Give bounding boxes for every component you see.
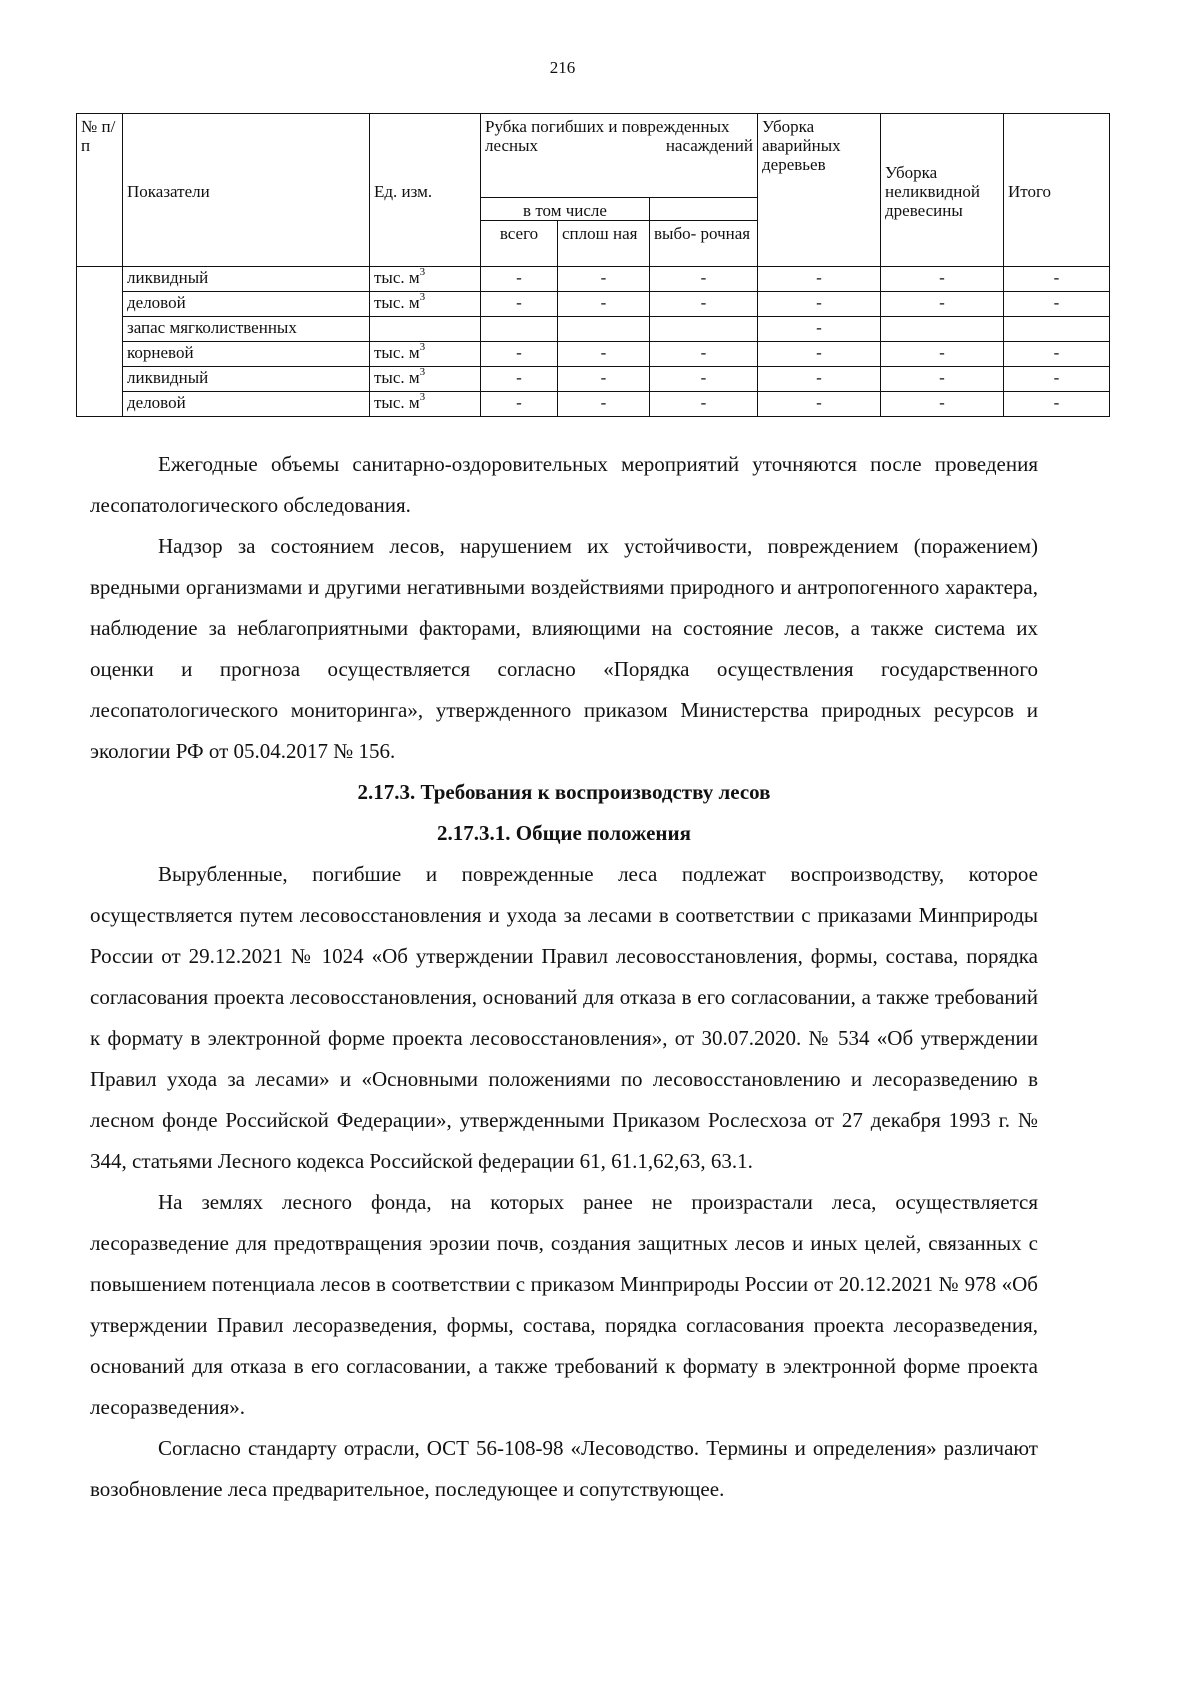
header-illiquid: Уборка неликвидной древесины [881, 114, 1004, 267]
row-value: - [558, 392, 650, 417]
row-value: - [1004, 367, 1110, 392]
row-value: - [1004, 392, 1110, 417]
row-value: - [881, 392, 1004, 417]
row-value: - [558, 367, 650, 392]
row-num-cell [77, 317, 123, 342]
row-num-cell [77, 392, 123, 417]
row-value: - [758, 367, 881, 392]
subsection-heading: 2.17.3.1. Общие положения [437, 821, 691, 845]
page-number: 216 [549, 58, 576, 77]
row-value: - [881, 292, 1004, 317]
paragraph: Надзор за состоянием лесов, нарушением их устойчивости, повреждением (поражением) вредными организмами и другими негативными воздействиями природного и антропогенного характера, наблюдение за неблагоприятными факторами, влияющими на состояние лесов, а также система их оценки и прогноза осуществляется согласно «Порядка осуществления государственного лесопатологического мониторинга», утвержденного приказом Министерства природных ресурсов и экологии РФ от 05.04.2017 № 156. [90, 534, 1038, 763]
row-value [558, 317, 650, 342]
row-value: - [758, 317, 881, 342]
row-num-cell [77, 292, 123, 317]
row-value: - [650, 367, 758, 392]
row-value: - [558, 292, 650, 317]
paragraph: Вырубленные, погибшие и поврежденные леса подлежат воспроизводству, которое осуществляется путем лесовосстановления и ухода за лесами в соответствии с приказами Минприроды России от 29.12.2021 № 1024 «Об утверждении Правил лесовосстановления, формы, состава, порядка согласования проекта лесовосстановления, оснований для отказа в его согласовании, а также требований к формату в электронной форме проекта лесовосстановления», от 30.07.2020. № 534 «Об утверждении Правил ухода за лесами» и «Основными положениями по лесовосстановлению и лесоразведению в лесном фонде Российской Федерации», утвержденными Приказом Рослесхоза от 27 декабря 1993 г. № 344, статьями Лесного кодекса Российской федерации 61, 61.1,62,63, 63.1. [90, 862, 1038, 1173]
row-value: - [758, 292, 881, 317]
table-row [77, 292, 1110, 317]
paragraph: Согласно стандарту отрасли, ОСТ 56-108-98 «Лесоводство. Термины и определения» различают возобновление леса предварительное, последующее и сопутствующее. [90, 1436, 1038, 1501]
row-unit [370, 267, 481, 292]
row-unit [370, 342, 481, 367]
row-value: - [481, 292, 558, 317]
table-row [77, 367, 1110, 392]
header-total-felling: всего [481, 221, 558, 267]
row-value [1004, 317, 1110, 342]
section-heading: 2.17.3. Требования к воспроизводству лесов [357, 780, 771, 804]
row-unit-text: тыс. м [374, 268, 420, 287]
row-value: - [650, 392, 758, 417]
row-unit-exponent: 3 [419, 341, 426, 354]
row-value: - [1004, 292, 1110, 317]
row-value: - [758, 392, 881, 417]
row-value: - [1004, 267, 1110, 292]
row-value: - [650, 292, 758, 317]
row-unit-exponent: 3 [419, 291, 426, 304]
row-value [650, 317, 758, 342]
row-unit [370, 367, 481, 392]
row-value: - [481, 367, 558, 392]
row-unit-exponent: 3 [419, 391, 426, 404]
table-row [77, 267, 1110, 292]
header-num: № п/ п [77, 114, 123, 267]
row-label: ликвидный [123, 367, 370, 392]
row-value: - [481, 342, 558, 367]
header-felling: Рубка погибших и поврежденных лесных насаждений [481, 114, 758, 198]
row-value: - [1004, 342, 1110, 367]
header-including: в том числе [481, 198, 650, 221]
header-emergency: Уборка аварийных деревьев [758, 114, 881, 267]
row-value: - [650, 267, 758, 292]
row-unit-text: тыс. м [374, 393, 420, 412]
header-sum: Итого [1004, 114, 1110, 267]
table-row [77, 342, 1110, 367]
row-unit-text: тыс. м [374, 293, 420, 312]
paragraph: Ежегодные объемы санитарно-оздоровительных мероприятий уточняются после проведения лесопатологического обследования. [90, 452, 1038, 517]
row-value: - [758, 342, 881, 367]
header-clear: сплош ная [558, 221, 650, 267]
row-unit-text: тыс. м [374, 368, 420, 387]
row-label: деловой [123, 292, 370, 317]
paragraph: На землях лесного фонда, на которых ранее не произрастали леса, осуществляется лесоразведение для предотвращения эрозии почв, создания защитных лесов и иных целей, связанных с повышением потенциала лесов в соответствии с приказом Минприроды России от 20.12.2021 № 978 «Об утверждении Правил лесоразведения, формы, состава, порядка согласования проекта лесоразведения, оснований для отказа в его согласовании, а также требований к формату в электронной форме проекта лесоразведения». [90, 1190, 1038, 1419]
header-unit: Ед. изм. [370, 114, 481, 267]
row-label: корневой [123, 342, 370, 367]
row-unit [370, 317, 481, 342]
row-num-cell [77, 367, 123, 392]
row-value: - [881, 267, 1004, 292]
row-unit-exponent: 3 [419, 366, 426, 379]
row-unit [370, 292, 481, 317]
row-value: - [881, 342, 1004, 367]
row-label: деловой [123, 392, 370, 417]
row-value: - [881, 367, 1004, 392]
row-label: ликвидный [123, 267, 370, 292]
row-value: - [650, 342, 758, 367]
row-label: запас мягколиственных [123, 317, 370, 342]
row-value [481, 317, 558, 342]
header-indicator: Показатели [123, 114, 370, 267]
row-value: - [558, 342, 650, 367]
row-unit-text: тыс. м [374, 343, 420, 362]
row-num-cell [77, 342, 123, 367]
forest-measures-table [76, 113, 1110, 417]
header-selective: выбо- рочная [650, 221, 758, 267]
row-value: - [558, 267, 650, 292]
row-unit [370, 392, 481, 417]
table-row [77, 317, 1110, 342]
row-value: - [481, 267, 558, 292]
body-text [90, 444, 1038, 1510]
row-value: - [758, 267, 881, 292]
row-unit-exponent: 3 [419, 266, 426, 279]
row-value: - [481, 392, 558, 417]
row-value [881, 317, 1004, 342]
row-num-cell [77, 267, 123, 292]
table-row [77, 392, 1110, 417]
